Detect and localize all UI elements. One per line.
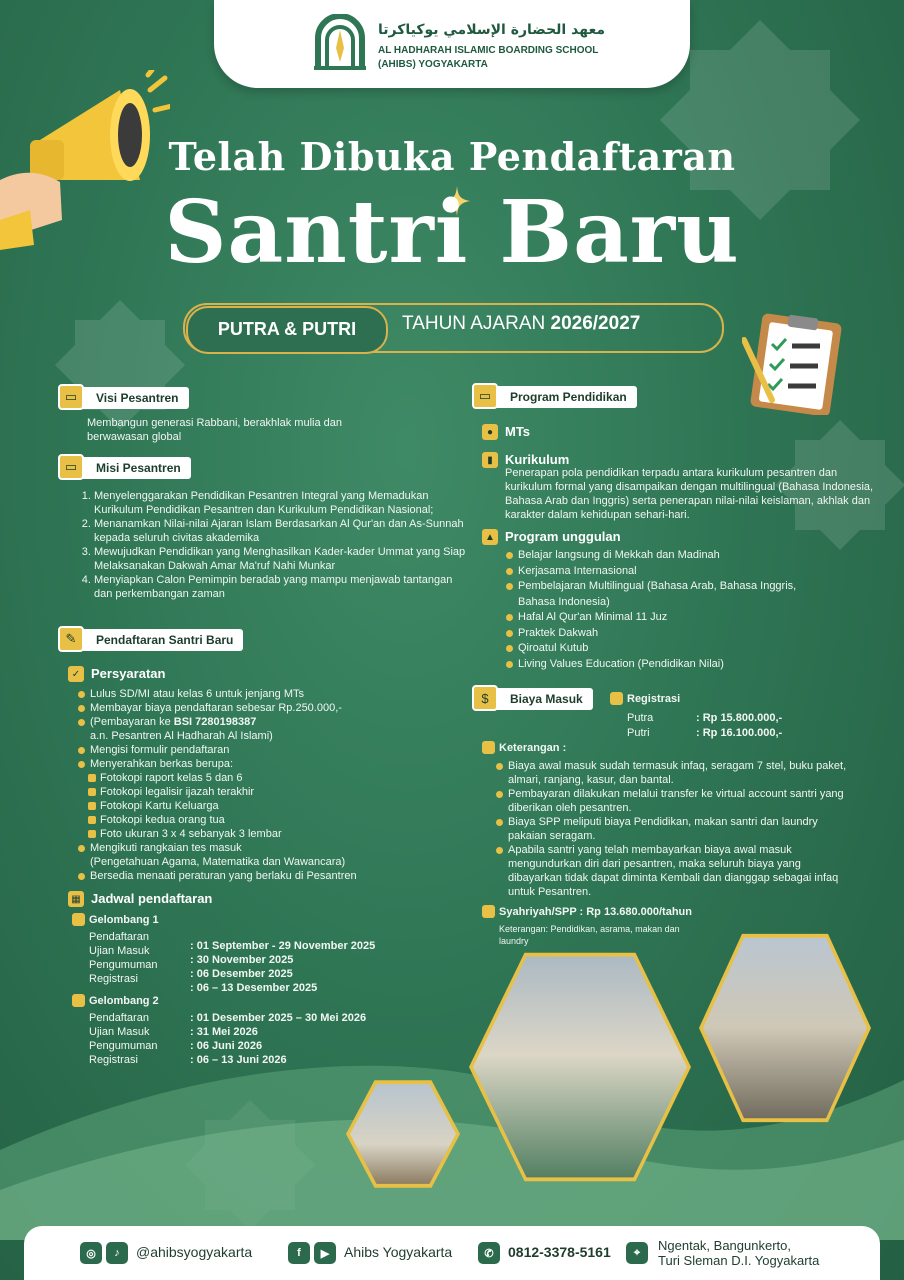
schedule-label: Pendaftaran	[89, 1012, 149, 1024]
tiktok-icon[interactable]: ♪	[106, 1242, 128, 1264]
keterangan-item: Apabila santri yang telah membayarkan biaya awal masuk mengundurkan diri dari pesantren, maka seluruh biaya yang dibayarkan tidak dapat diminta Kembali dan dianggap sebagai infaq untuk Pesantren.	[496, 843, 856, 899]
test-subjects: (Pengetahuan Agama, Matematika dan Wawancara)	[90, 856, 346, 868]
misi-item: 4. Menyiapkan Calon Pemimpin beradab yang mampu menjawab tantangan dan perkembangan zaman	[94, 573, 472, 601]
spp-text: Syahriyah/SPP : Rp 13.680.000/tahun	[499, 906, 692, 918]
schedule-label: Ujian Masuk	[89, 945, 150, 957]
money-icon: $	[472, 685, 498, 711]
calendar-icon: ▦	[68, 891, 84, 907]
putri-value: : Rp 16.100.000,-	[696, 727, 783, 739]
persyaratan-title: Persyaratan	[91, 666, 166, 681]
keterangan-item: Biaya awal masuk sudah termasuk infaq, seragam 7 stel, buku paket, almari, ranjang, kasur, dan bantal.	[496, 759, 856, 787]
kurikulum-text: Penerapan pola pendidikan terpadu antara kurikulum pesantren dan kurikulum formal yang disampaikan dengan multilingual (Bahasa Indonesia, Bahasa Arab dan Inggris) serta penerapan nilai-nilai keislaman, akhlak dan karakter dalam kehidupan sehari-hari.	[505, 467, 874, 521]
requirements-list	[78, 687, 448, 883]
keterangan-item: Pembayaran dilakukan melalui transfer ke virtual account santri yang diberikan oleh pesantren.	[496, 787, 856, 815]
schedule-label: Pengumuman	[89, 1040, 158, 1052]
facebook-youtube-name[interactable]: Ahibs Yogyakarta	[344, 1244, 453, 1260]
schedule-value: : 31 Mei 2026	[190, 1026, 258, 1038]
unggulan-item: Praktek Dakwah	[506, 626, 806, 642]
requirement-item	[78, 715, 448, 729]
spp-note: Keterangan: Pendidikan, asrama, makan dan laundry	[499, 924, 680, 946]
putra-putri-badge: PUTRA & PUTRI	[186, 306, 388, 354]
misi-list	[70, 489, 472, 601]
gelombang1-title: Gelombang 1	[89, 914, 159, 926]
unggulan-item: Kerjasama Internasional	[506, 564, 806, 580]
academic-year	[402, 313, 640, 335]
unggulan-item: Qiroatul Kutub	[506, 641, 806, 657]
book-icon: ▭	[58, 384, 84, 410]
misi-item: 2. Menanamkan Nilai-nilai Ajaran Islam Berdasarkan Al Qur'an dan As-Sunnah kepada seluruh civitas akademika	[94, 517, 472, 545]
headline-open-registration: Telah Dibuka Pendaftaran	[168, 134, 736, 179]
putra-label: Putra	[627, 712, 654, 724]
headline-santri-baru: Santri Baru	[164, 182, 740, 283]
berkas-item: Fotokopi Kartu Keluarga	[88, 799, 448, 813]
putra-value: : Rp 15.800.000,-	[696, 712, 783, 724]
kurikulum-title: Kurikulum	[505, 452, 570, 467]
schedule-label: Registrasi	[89, 1054, 138, 1066]
location-pin-icon: ⌖	[626, 1242, 648, 1264]
program-heading: Program Pendidikan	[488, 386, 637, 408]
berkas-list	[78, 771, 448, 841]
schedule-value: : 01 Desember 2025 – 30 Mei 2026	[190, 1012, 367, 1024]
social-handle[interactable]: @ahibsyogyakarta	[136, 1244, 253, 1260]
book-icon: ▮	[482, 452, 498, 468]
registration-icon	[610, 692, 623, 705]
gelombang2-values	[190, 1011, 440, 1067]
gelombang1-labels	[89, 930, 189, 986]
schedule-label: Registrasi	[89, 973, 138, 985]
berkas-item: Fotokopi kedua orang tua	[88, 813, 448, 827]
schedule-value: : 06 – 13 Desember 2025	[190, 982, 318, 994]
biaya-heading: Biaya Masuk	[488, 688, 593, 710]
schedule-value: : 06 Desember 2025	[190, 968, 293, 980]
keterangan-list	[496, 759, 856, 899]
phone-icon[interactable]: ✆	[478, 1242, 500, 1264]
berkas-item: Fotokopi raport kelas 5 dan 6	[88, 771, 448, 785]
instagram-icon[interactable]: ◎	[80, 1242, 102, 1264]
requirement-item: Lulus SD/MI atau kelas 6 untuk jenjang MTs	[78, 687, 448, 701]
phone-number[interactable]: 0812-3378-5161	[508, 1244, 611, 1260]
school-name-line1: AL HADHARAH ISLAMIC BOARDING SCHOOL	[378, 45, 599, 56]
misi-heading: Misi Pesantren	[74, 457, 191, 479]
calendar-icon	[72, 913, 85, 926]
calendar-icon	[72, 994, 85, 1007]
gelombang2-title: Gelombang 2	[89, 995, 159, 1007]
school-name-line2: (AHIBS) YOGYAKARTA	[378, 59, 488, 70]
berkas-item: Fotokopi legalisir ijazah terakhir	[88, 785, 448, 799]
schedule-value: : 30 November 2025	[190, 954, 294, 966]
graduation-cap-icon: ▲	[482, 529, 498, 545]
header-card	[214, 0, 690, 88]
form-icon: ✎	[58, 626, 84, 652]
requirement-item: Bersedia menaati peraturan yang berlaku di Pesantren	[78, 869, 448, 883]
schedule-label: Pendaftaran	[89, 931, 149, 943]
arabic-school-name: معهد الحضارة الإسلامي يوكياكرتا	[378, 22, 606, 38]
address-line1: Ngentak, Bangunkerto,	[658, 1238, 791, 1253]
note-icon	[482, 741, 495, 754]
book-icon: ▭	[58, 454, 84, 480]
requirement-item: Menyerahkan berkas berupa:	[78, 757, 448, 771]
schedule-label: Ujian Masuk	[89, 1026, 150, 1038]
facebook-icon[interactable]: f	[288, 1242, 310, 1264]
address-line2: Turi Sleman D.I. Yogyakarta	[658, 1253, 820, 1268]
visi-text: Membangun generasi Rabbani, berakhlak mulia dan berwawasan global	[87, 417, 342, 443]
footer	[24, 1226, 880, 1280]
student-icon	[482, 905, 495, 918]
academic-year-value: 2026/2027	[550, 313, 641, 334]
unggulan-list	[506, 548, 806, 672]
misi-item: 3. Mewujudkan Pendidikan yang Menghasilkan Kader-kader Ummat yang Siap Melaksanakan Dakwah Amar Ma'ruf Nahi Munkar	[94, 545, 472, 573]
bank-account: BSI 7280198387	[173, 716, 257, 728]
gelombang1-values	[190, 939, 440, 995]
keterangan-title: Keterangan :	[499, 742, 567, 754]
unggulan-item: Belajar langsung di Mekkah dan Madinah	[506, 548, 806, 564]
berkas-item: Foto ukuran 3 x 4 sebanyak 3 lembar	[88, 827, 448, 841]
payment-note: (Pembayaran ke	[90, 716, 174, 728]
visi-heading: Visi Pesantren	[74, 387, 189, 409]
schedule-value: : 06 Juni 2026	[190, 1040, 263, 1052]
gelombang2-labels	[89, 1011, 189, 1067]
account-holder: a.n. Pesantren Al Hadharah Al Islami)	[90, 730, 273, 742]
student-icon: ●	[482, 424, 498, 440]
schedule-label: Pengumuman	[89, 959, 158, 971]
open-book-icon: ▭	[472, 383, 498, 409]
keterangan-item: Biaya SPP meliputi biaya Pendidikan, makan santri dan laundry pakaian seragam.	[496, 815, 856, 843]
misi-item: 1. Menyelenggarakan Pendidikan Pesantren Integral yang Memadukan Kurikulum Pendidikan Pesantren dan Kurikulum Pendidikan Nasional;	[94, 489, 472, 517]
address	[658, 1238, 819, 1268]
pendaftaran-heading: Pendaftaran Santri Baru	[74, 629, 243, 651]
unggulan-item: Living Values Education (Pendidikan Nilai)	[506, 657, 806, 673]
mts-label: MTs	[505, 424, 531, 439]
clipboard-icon	[742, 310, 842, 415]
requirement-item: Mengisi formulir pendaftaran	[78, 743, 448, 757]
putri-label: Putri	[627, 727, 650, 739]
requirement-item: Membayar biaya pendaftaran sebesar Rp.250.000,-	[78, 701, 448, 715]
school-logo	[310, 14, 370, 74]
jadwal-title: Jadwal pendaftaran	[91, 891, 213, 906]
registrasi-label: Registrasi	[627, 693, 681, 705]
checklist-icon: ✓	[68, 666, 84, 682]
unggulan-item: Pembelajaran Multilingual (Bahasa Arab, Bahasa Inggris, Bahasa Indonesia)	[506, 579, 806, 610]
schedule-value: : 01 September - 29 November 2025	[190, 940, 376, 952]
academic-year-label: TAHUN AJARAN	[402, 313, 546, 334]
schedule-value: : 06 – 13 Juni 2026	[190, 1054, 287, 1066]
requirement-item: Mengikuti rangkaian tes masuk	[78, 841, 448, 855]
youtube-icon[interactable]: ▶	[314, 1242, 336, 1264]
unggulan-title: Program unggulan	[505, 529, 621, 544]
unggulan-item: Hafal Al Qur'an Minimal 11 Juz	[506, 610, 806, 626]
